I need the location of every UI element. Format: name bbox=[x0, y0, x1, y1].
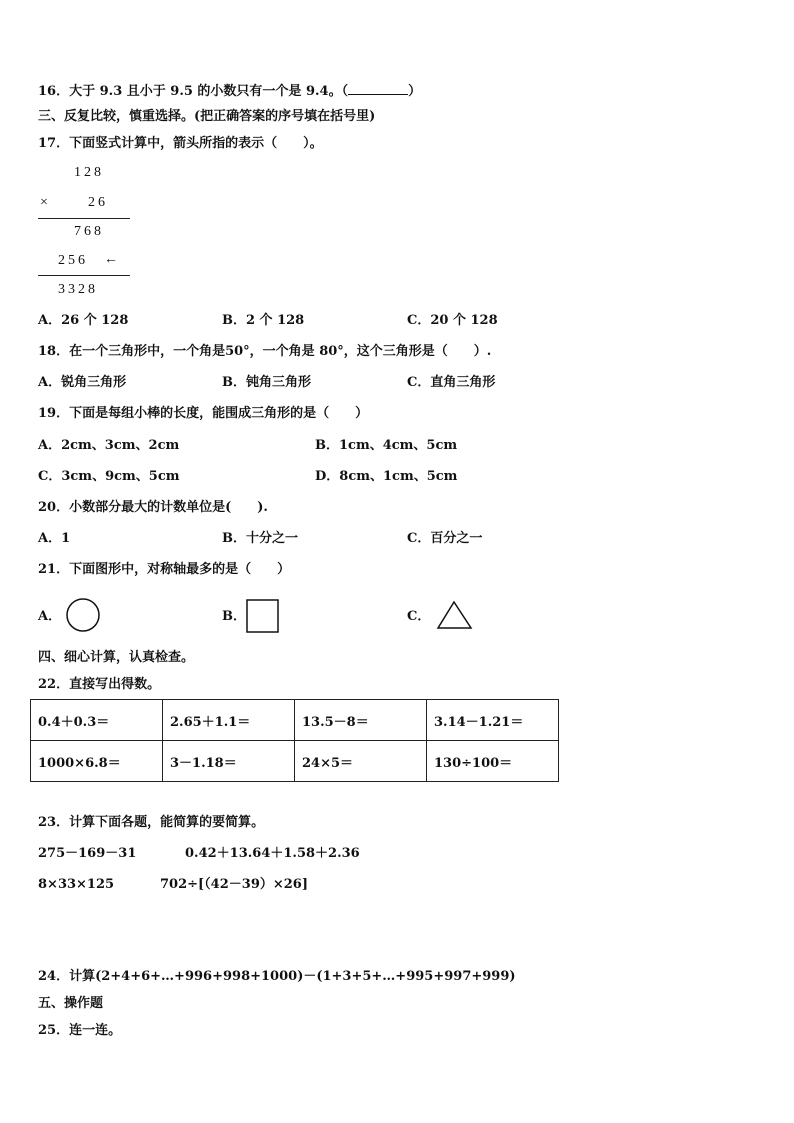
table-row bbox=[31, 700, 559, 741]
question-23-stem: 23．计算下面各题，能简算的要简算。 bbox=[38, 815, 265, 830]
section-5-heading: 五、操作题 bbox=[38, 996, 104, 1011]
multiply-sign: × bbox=[40, 195, 51, 210]
answer-blank[interactable] bbox=[348, 82, 408, 95]
question-21-stem: 21．下面图形中，对称轴最多的是（ ） bbox=[38, 562, 291, 577]
calc-item: 702÷[（42－39）×26] bbox=[160, 877, 308, 892]
question-17-stem: 17．下面竖式计算中，箭头所指的表示（ ）。 bbox=[38, 136, 323, 151]
question-19-stem: 19．下面是每组小棒的长度，能围成三角形的是（ ） bbox=[38, 406, 369, 421]
option-a[interactable]: A．2cm、3cm、2cm bbox=[38, 438, 180, 453]
question-24: 24．计算(2+4+6+…+996+998+1000)－(1+3+5+…+995+997+999) bbox=[38, 969, 516, 984]
question-20-stem: 20．小数部分最大的计数单位是( ). bbox=[38, 500, 268, 515]
option-c[interactable] bbox=[407, 609, 430, 625]
option-a[interactable]: A．1 bbox=[38, 531, 71, 546]
option-b[interactable]: B．2 个 128 bbox=[222, 313, 305, 328]
option-c-label: C． bbox=[407, 609, 431, 624]
triangle-icon bbox=[437, 601, 473, 631]
partial-product-2: 256 bbox=[58, 253, 88, 268]
table-cell[interactable]: 24×5＝ bbox=[295, 741, 427, 782]
table-row bbox=[31, 741, 559, 782]
option-c[interactable]: C．20 个 128 bbox=[407, 313, 498, 328]
question-22-stem: 22．直接写出得数。 bbox=[38, 677, 161, 692]
option-b-label: B． bbox=[222, 609, 246, 624]
section-3-heading: 三、反复比较，慎重选择。(把正确答案的序号填在括号里) bbox=[38, 109, 376, 124]
question-16 bbox=[38, 82, 421, 100]
mental-calc-table bbox=[30, 699, 559, 782]
option-a[interactable] bbox=[38, 609, 61, 625]
multiplicand: 128 bbox=[74, 165, 104, 180]
question-16-close: ） bbox=[408, 84, 422, 99]
calc-item: 0.42＋13.64＋1.58＋2.36 bbox=[185, 846, 360, 861]
question-18-stem: 18．在一个三角形中，一个角是50°，一个角是 80°，这个三角形是（ ）. bbox=[38, 344, 492, 359]
option-b[interactable]: B．钝角三角形 bbox=[222, 375, 311, 390]
calc-item: 8×33×125 bbox=[38, 877, 115, 892]
rule-line bbox=[38, 275, 130, 276]
table-cell[interactable]: 2.65＋1.1＝ bbox=[163, 700, 295, 741]
section-4-heading: 四、细心计算，认真检查。 bbox=[38, 650, 195, 665]
option-a[interactable]: A．26 个 128 bbox=[38, 313, 129, 328]
question-16-text: 16．大于 9.3 且小于 9.5 的小数只有一个是 9.4。（ bbox=[38, 84, 349, 99]
option-c[interactable]: C．百分之一 bbox=[407, 531, 483, 546]
arrow-icon: ← bbox=[104, 252, 118, 267]
option-a[interactable]: A．锐角三角形 bbox=[38, 375, 127, 390]
question-25: 25．连一连。 bbox=[38, 1023, 122, 1038]
rule-line bbox=[38, 218, 130, 219]
table-cell[interactable]: 0.4＋0.3＝ bbox=[31, 700, 163, 741]
table-cell[interactable]: 3.14－1.21＝ bbox=[427, 700, 559, 741]
square-icon bbox=[246, 599, 280, 633]
option-c[interactable]: C．3cm、9cm、5cm bbox=[38, 469, 180, 484]
option-d[interactable]: D．8cm、1cm、5cm bbox=[315, 469, 458, 484]
option-a-label: A． bbox=[38, 609, 62, 624]
calc-item: 275－169－31 bbox=[38, 846, 137, 861]
partial-product-1: 768 bbox=[74, 224, 104, 239]
table-cell[interactable]: 130÷100＝ bbox=[427, 741, 559, 782]
option-c[interactable]: C．直角三角形 bbox=[407, 375, 496, 390]
multiplier: 26 bbox=[88, 195, 108, 210]
option-b[interactable]: B．1cm、4cm、5cm bbox=[315, 438, 458, 453]
product-result: 3328 bbox=[58, 282, 98, 297]
circle-icon bbox=[66, 598, 102, 634]
table-cell[interactable]: 1000×6.8＝ bbox=[31, 741, 163, 782]
table-cell[interactable]: 3－1.18＝ bbox=[163, 741, 295, 782]
table-cell[interactable]: 13.5－8＝ bbox=[295, 700, 427, 741]
option-b[interactable]: B．十分之一 bbox=[222, 531, 298, 546]
option-b[interactable] bbox=[222, 609, 246, 625]
